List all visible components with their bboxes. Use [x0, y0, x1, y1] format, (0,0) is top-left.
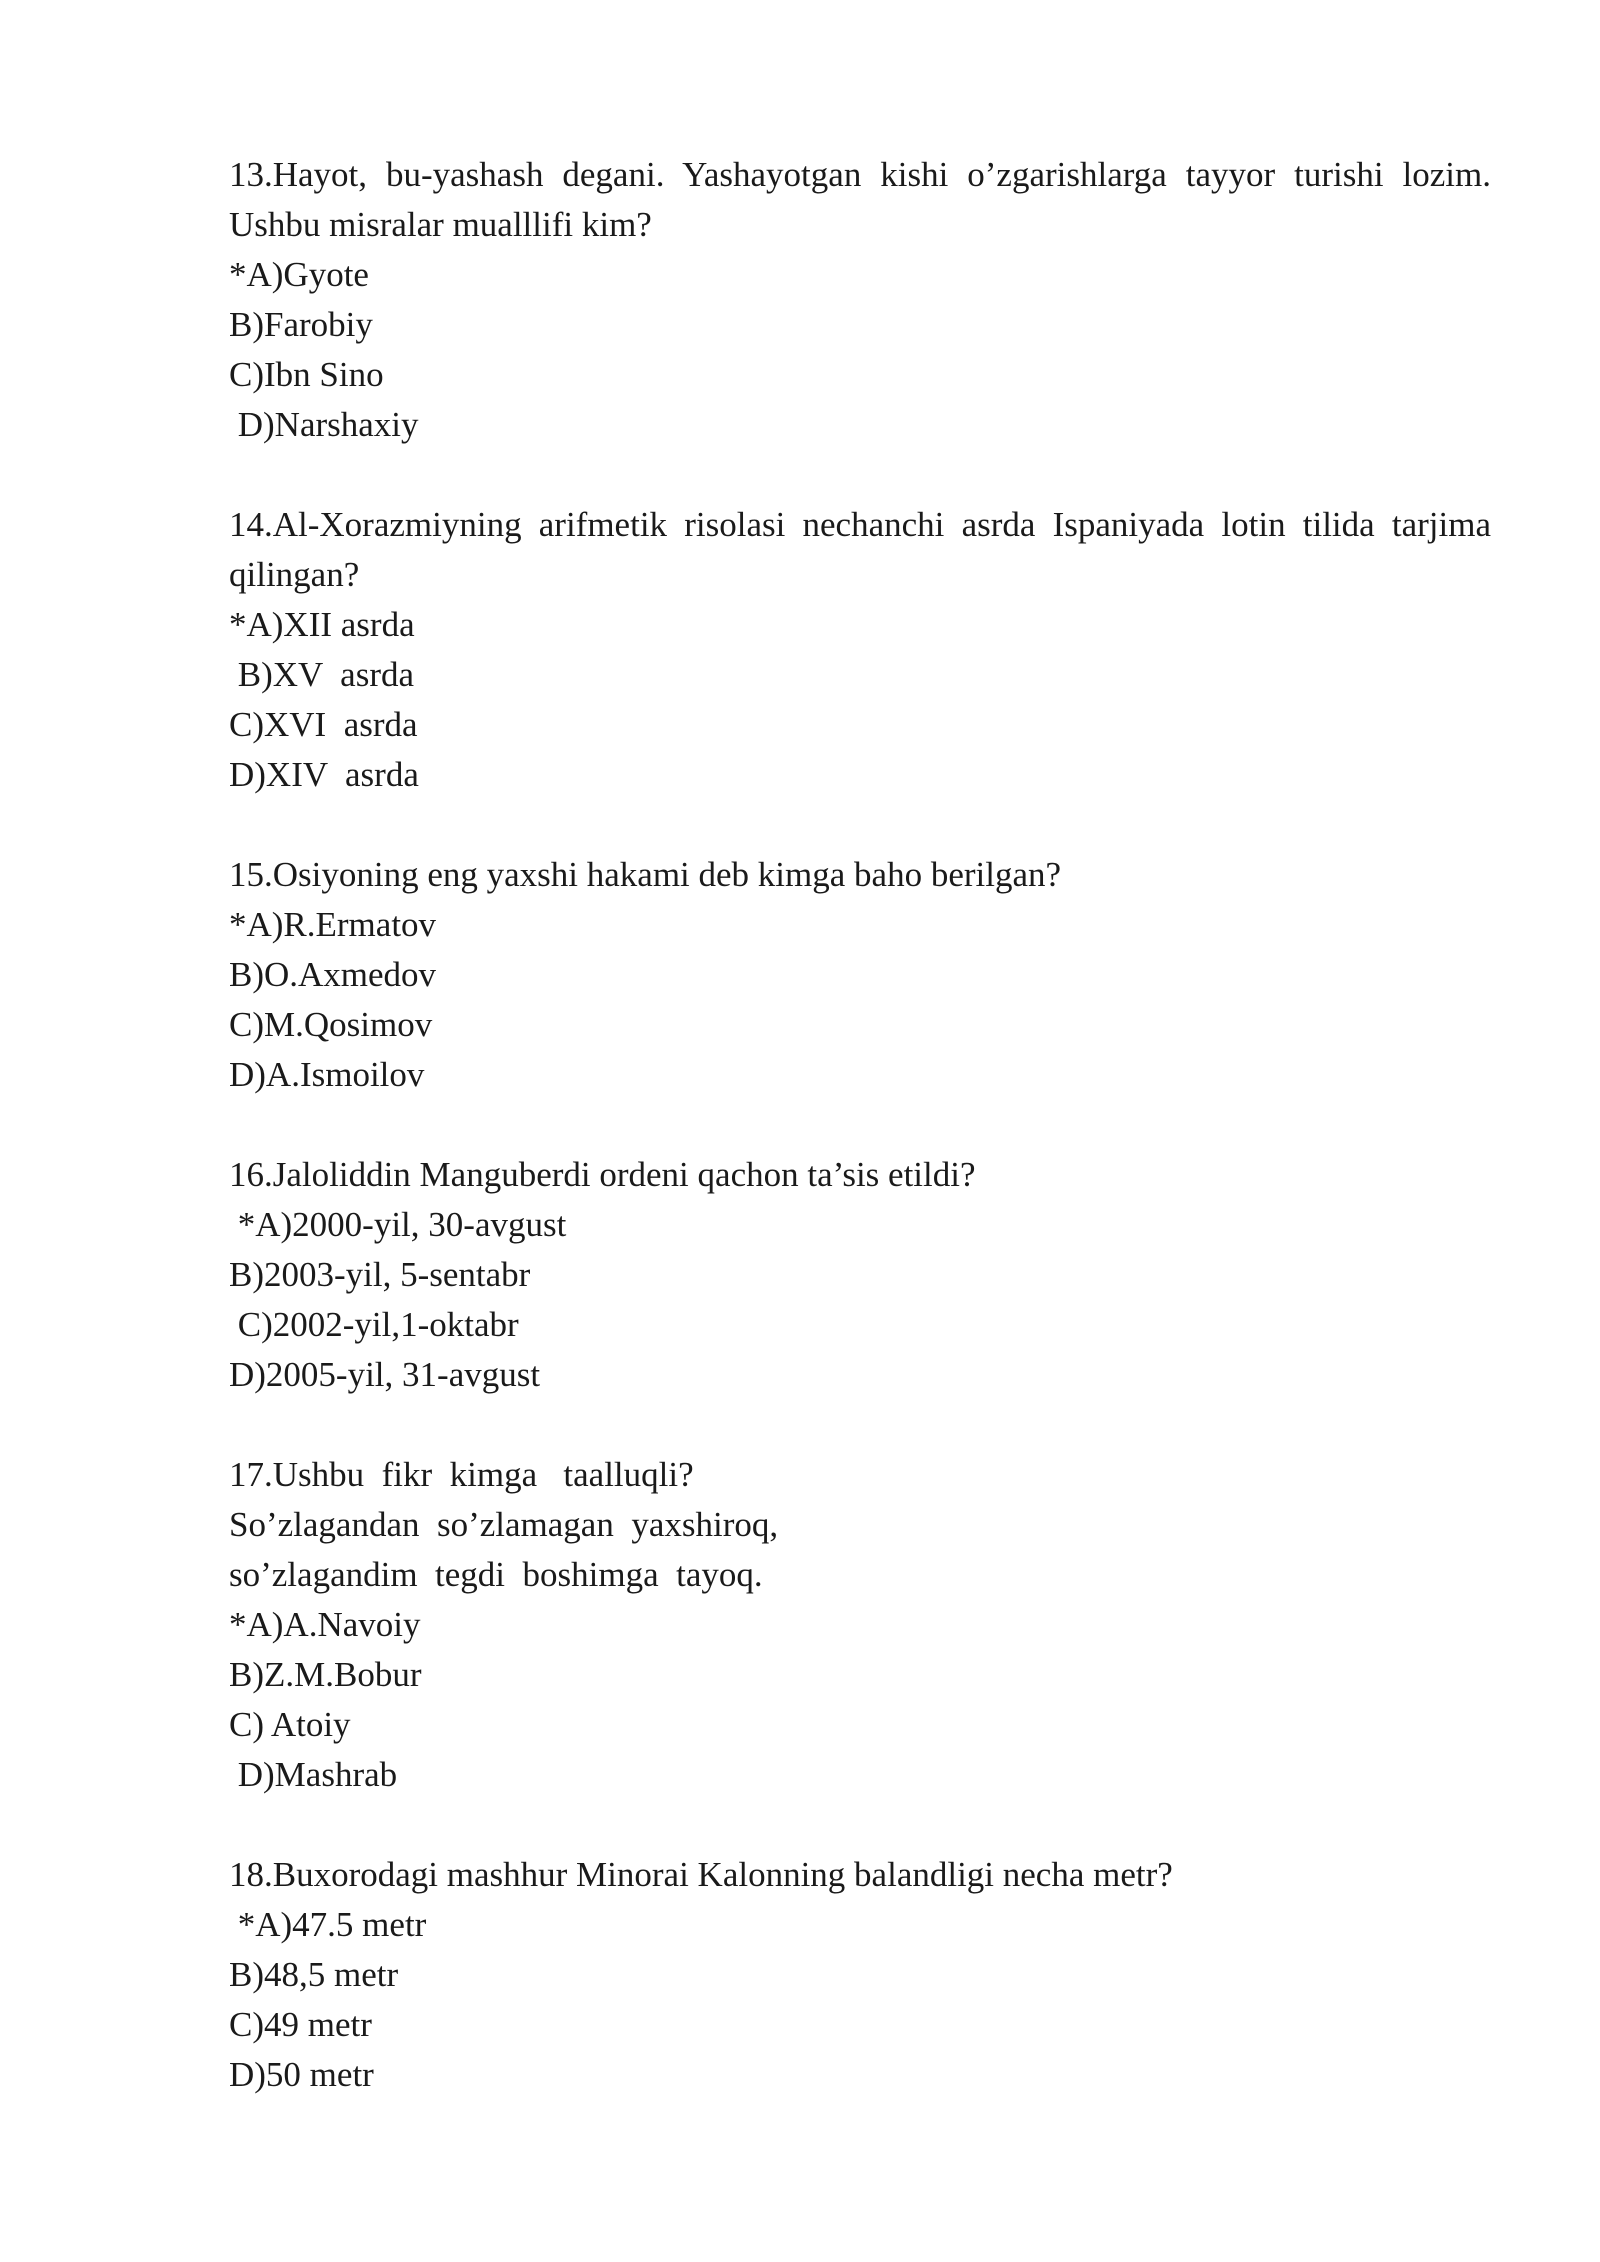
answer-option: *A)R.Ermatov	[229, 905, 437, 944]
question-text: 18.Buxorodagi mashhur Minorai Kalonning balandligi necha metr?	[229, 1855, 1173, 1894]
question-text: 16.Jaloliddin Manguberdi ordeni qachon ta’sis etildi?	[229, 1155, 976, 1194]
answer-option: D)2005-yil, 31-avgust	[229, 1355, 541, 1394]
question-13	[229, 150, 1491, 450]
answer-option: B)O.Axmedov	[229, 955, 437, 994]
question-18	[229, 1850, 1491, 2100]
answer-option: *A)2000-yil, 30-avgust	[229, 1205, 567, 1244]
answer-option: B)Farobiy	[229, 305, 373, 344]
answer-option: D)Mashrab	[229, 1755, 398, 1794]
answer-option: *A)XII asrda	[229, 605, 415, 644]
question-17	[229, 1450, 1491, 1800]
answer-option: C)M.Qosimov	[229, 1005, 433, 1044]
answer-option: *A)Gyote	[229, 255, 369, 294]
answer-option: D)A.Ismoilov	[229, 1055, 425, 1094]
question-14	[229, 500, 1491, 800]
answer-option: *A)47.5 metr	[229, 1905, 427, 1944]
answer-option: D)XIV asrda	[229, 755, 419, 794]
answer-option: *A)A.Navoiy	[229, 1605, 421, 1644]
quote-line: so’zlagandim tegdi boshimga tayoq.	[229, 1555, 763, 1594]
question-16	[229, 1150, 1491, 1400]
answer-option: B)48,5 metr	[229, 1955, 399, 1994]
answer-option: D)Narshaxiy	[229, 405, 419, 444]
answer-option: C)2002-yil,1-oktabr	[229, 1305, 519, 1344]
answer-option: C)Ibn Sino	[229, 355, 384, 394]
answer-option: B)2003-yil, 5-sentabr	[229, 1255, 531, 1294]
question-15	[229, 850, 1491, 1100]
answer-option: B)XV asrda	[229, 655, 415, 694]
answer-option: C)49 metr	[229, 2005, 372, 2044]
answer-option: D)50 metr	[229, 2055, 374, 2094]
question-text: 15.Osiyoning eng yaxshi hakami deb kimga baho berilgan?	[229, 855, 1062, 894]
answer-option: C)XVI asrda	[229, 705, 418, 744]
answer-option: B)Z.M.Bobur	[229, 1655, 422, 1694]
question-text: 17.Ushbu fikr kimga taalluqli?	[229, 1455, 694, 1494]
answer-option: C) Atoiy	[229, 1705, 351, 1744]
test-questions	[229, 150, 1491, 2150]
quote-line: So’zlagandan so’zlamagan yaxshiroq,	[229, 1505, 779, 1544]
question-text: 14.Al-Xorazmiyning arifmetik risolasi nechanchi asrda Ispaniyada lotin tilida tarjima qilingan?	[229, 505, 1491, 594]
question-text: 13.Hayot, bu-yashash degani. Yashayotgan kishi o’zgarishlarga tayyor turishi lozim. Ushbu misralar mualllifi kim?	[229, 155, 1491, 244]
